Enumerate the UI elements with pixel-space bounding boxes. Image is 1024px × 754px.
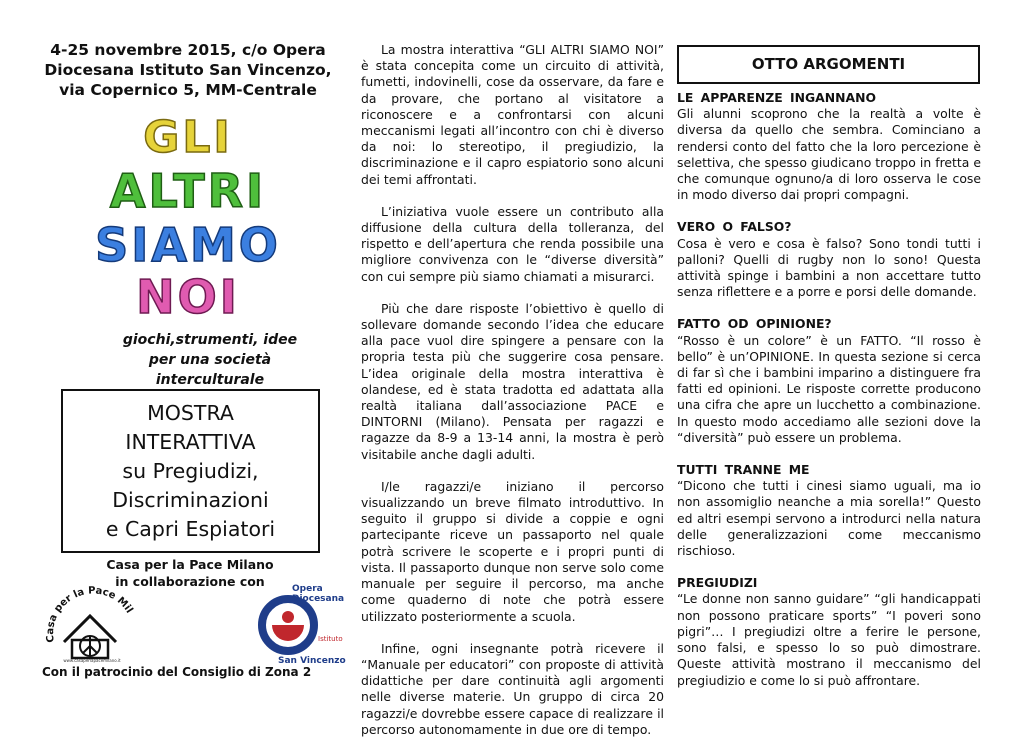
- topics-heading-box: [677, 45, 980, 84]
- topics-heading: OTTO ARGOMENTI: [751, 55, 906, 73]
- svg-text:Opera: Opera: [292, 584, 323, 594]
- venue-line-1: 4-25 novembre 2015, c/o Opera: [50, 41, 326, 59]
- house-peace-icon: [42, 584, 138, 664]
- exhibition-line-4: Discriminazioni: [112, 488, 269, 512]
- organizer-line-2: in collaborazione con: [115, 574, 265, 589]
- svg-text:www.casaperlapacemilano.it: www.casaperlapacemilano.it: [63, 658, 121, 663]
- description-paragraph-5: Infine, ogni insegnante potrà ricevere il “Manuale per educatori” con proposte di attività didattiche per dare continuità agli argomenti nelle diverse materie. Un gruppo di circa 20 ragazzi/e dovrebbe essere capace di realizzare il percorso autonomamente in due ore di tempo.: [361, 640, 664, 737]
- tagline-line-3: interculturale: [155, 372, 265, 388]
- topics-list: [677, 90, 981, 705]
- opera-circle-icon: [258, 583, 350, 665]
- patronage-note: Con il patrocinio del Consiglio di Zona 2: [42, 665, 312, 679]
- exhibition-description: [361, 42, 664, 754]
- topic-section: [677, 462, 981, 559]
- exhibition-line-5: e Capri Espiatori: [105, 517, 276, 541]
- svg-text:Diocesana: Diocesana: [292, 594, 345, 604]
- description-paragraph-3: Più che dare risposte l’obiettivo è quello di sollevare domande secondo l’idea che educare alla pace vuol dire spingere a pensare con la propria testa più che suggerire cosa pensare. L’idea originale della mostra interattiva è olandese, ed è stata tradotta ed adattata alla realtà italiana dall’associazione PACE e DINTORNI (Milano). Pensata per ragazzi e ragazze da 8-9 a 13-14 anni, la mostra è però visitabile anche dagli adulti.: [361, 300, 664, 462]
- topic-section: [677, 575, 981, 688]
- organizer-line-1: Casa per la Pace Milano: [106, 557, 274, 572]
- topic-section: [677, 219, 981, 300]
- venue-line-3: via Copernico 5, MM-Centrale: [59, 81, 317, 99]
- tagline: [80, 330, 340, 390]
- topic-section: [677, 316, 981, 446]
- description-paragraph-2: L’iniziativa vuole essere un contributo alla diffusione della cultura della tolleranza, del rispetto e dell’apertura che renda possibile una migliore convivenza con le “diverse diversità” con cui sempre più siamo chiamati a misurarci.: [361, 203, 664, 284]
- topic-text: “Le donne non sanno guidare” “gli handicappati non possono praticare sports” “I poveri sono pigri”… I pregiudizi oltre a ferire le persone, sono falsi, e spesso lo so può dimostrare. Queste attività mostrano il meccanismo del pregiudizio e come lo si può affrontare.: [677, 591, 981, 688]
- opera-diocesana-logo: [258, 583, 350, 665]
- exhibition-line-2: INTERATTIVA: [125, 430, 256, 454]
- venue-line-2: Diocesana Istituto San Vincenzo,: [44, 61, 332, 79]
- casa-per-la-pace-logo: [42, 584, 138, 664]
- topic-text: Cosa è vero e cosa è falso? Sono tondi tutti i palloni? Quelli di rugby non lo sono! Questa attività spinge i bambini a non accettare tutto senza riflettere e a porre e porsi delle domande.: [677, 235, 981, 300]
- topic-text: “Dicono che tutti i cinesi siamo uguali, ma io non assomiglio neanche a mia sorella!” Questo ed altri esempi servono a introdurci nella natura delle generalizzazioni come meccanismo rischioso.: [677, 478, 981, 559]
- tagline-line-2: per una società: [148, 352, 272, 368]
- exhibition-line-3: su Pregiudizi,: [122, 459, 259, 483]
- topic-title: LE APPARENZE INGANNANO: [677, 90, 876, 105]
- topic-section: [677, 90, 981, 203]
- svg-text:San Vincenzo: San Vincenzo: [278, 656, 346, 666]
- title-art: [82, 112, 294, 322]
- description-paragraph-1: La mostra interattiva “GLI ALTRI SIAMO NOI” è stata concepita come un circuito di attività, fumetti, indovinelli, cose da osservare, da fare e da provare, che portano al visitatore a riconoscere e a confrontarsi con alcuni meccanismi legati all’incontro con chi è diverso da noi: lo stereotipo, il pregiudizio, la discriminazione e il capro espiatorio sono alcuni dei temi affrontati.: [361, 42, 664, 187]
- exhibition-title-box: [61, 389, 320, 553]
- description-paragraph-4: I/le ragazzi/e iniziano il percorso visualizzando un breve filmato introduttivo. In seguito il gruppo si divide a coppie e ogni partecipante riceve un passaporto nel quale potrà scrivere le scoperte e i propri punti di vista. Il passaporto dunque non serve solo come manuale per seguire il percorso, ma anche come quaderno di note che potrà essere utilizzato posteriormente a scuola.: [361, 478, 664, 624]
- tagline-line-1: giochi,strumenti, idee: [122, 332, 298, 348]
- topic-title: FATTO OD OPINIONE?: [677, 316, 832, 332]
- exhibition-line-1: MOSTRA: [147, 401, 234, 425]
- venue-info: [40, 40, 336, 100]
- topic-text: “Rosso è un colore” è un FATTO. “Il rosso è bello” è un’OPINIONE. In questa sezione si cerca di far sì che i bambini imparino a distinguere fra fatti ed opinioni. Le risposte corrette producono una cifra che apre un lucchetto a combinazione. In questo modo accediamo alle sezioni dove la “diversità” può essere un problema.: [677, 332, 981, 445]
- topic-title: VERO O FALSO?: [677, 219, 792, 235]
- title-word-1: GLI: [143, 112, 233, 163]
- topic-title: PREGIUDIZI: [677, 575, 758, 591]
- title-word-3: SIAMO: [95, 218, 281, 272]
- svg-text:Casa per la Pace Milano: Casa per la Pace Mil: [44, 585, 135, 644]
- topic-text: Gli alunni scoprono che la realtà a volte è diversa da quello che sembra. Cominciano a rendersi conto del fatto che la loro percezione è selettiva, che spesso giudicano troppo in fretta e che comunque ognuno/a di loro osserva le cose in modo diverso dai propri compagni.: [677, 106, 981, 203]
- title-word-2: ALTRI: [109, 164, 267, 218]
- topic-title: TUTTI TRANNE ME: [677, 462, 810, 478]
- title-word-4: NOI: [136, 270, 240, 324]
- svg-text:Istituto: Istituto: [318, 635, 343, 643]
